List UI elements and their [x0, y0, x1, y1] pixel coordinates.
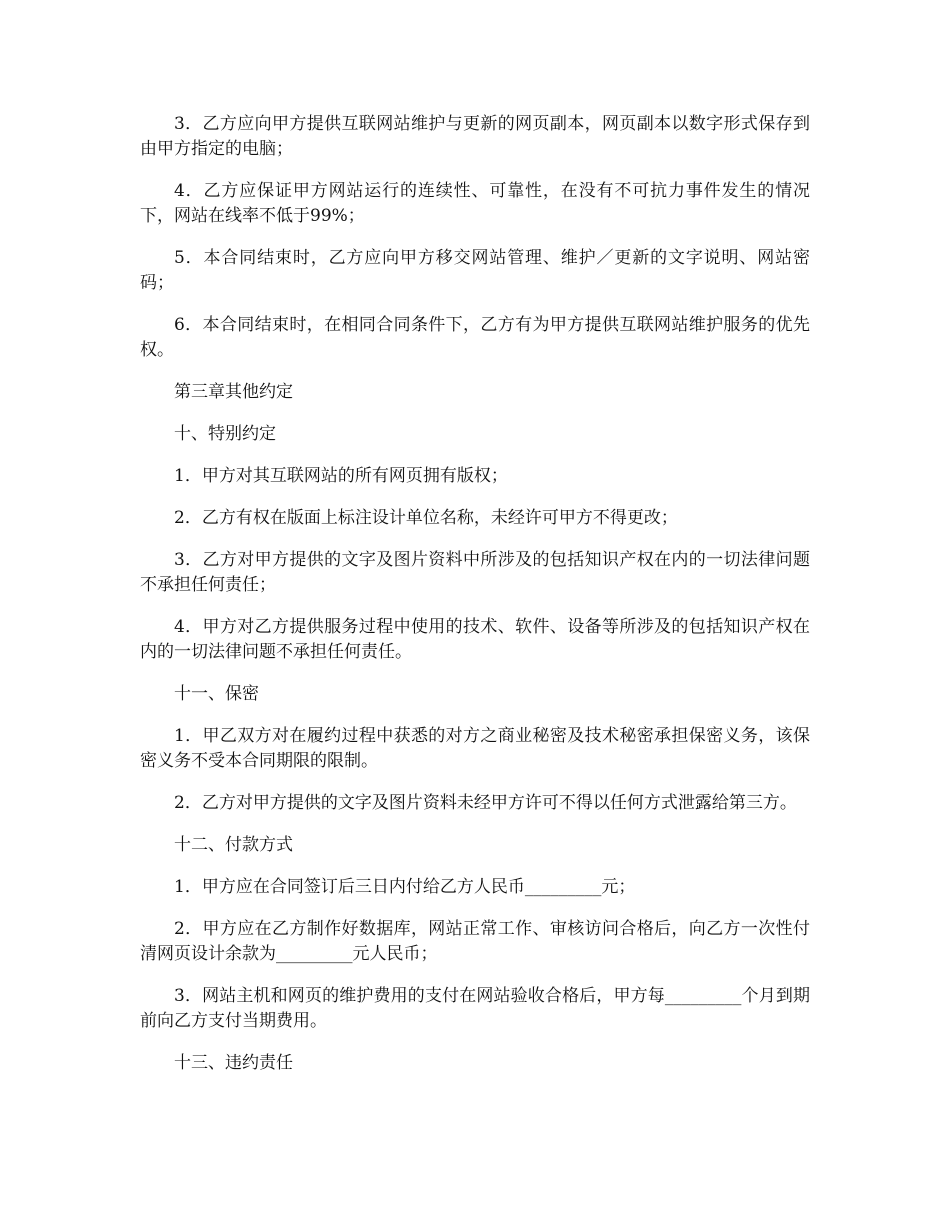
special-term-3: 3．乙方对甲方提供的文字及图片资料中所涉及的包括知识产权在内的一切法律问题不承担任何责任； — [140, 550, 810, 595]
clause-4-uptime: 4．乙方应保证甲方网站运行的连续性、可靠性，在没有不可抗力事件发生的情况下，网站在线率不低于99%； — [140, 181, 810, 226]
special-term-1: 1．甲方对其互联网站的所有网页拥有版权； — [174, 466, 508, 486]
confidentiality-2: 2．乙方对甲方提供的文字及图片资料未经甲方许可不得以任何方式泄露给第三方。 — [174, 793, 797, 813]
document-body — [140, 112, 810, 1093]
section-heading-special-terms: 十、特别约定 — [174, 424, 276, 444]
payment-2: 2．甲方应在乙方制作好数据库，网站正常工作、审核访问合格后，向乙方一次性付清网页设计余款为_________元人民币； — [140, 919, 810, 964]
clause-6-priority: 6．本合同结束时，在相同合同条件下，乙方有为甲方提供互联网站维护服务的优先权。 — [140, 315, 810, 360]
section-heading-liability: 十三、违约责任 — [174, 1053, 293, 1073]
clause-5-handover: 5．本合同结束时，乙方应向甲方移交网站管理、维护／更新的文字说明、网站密码； — [140, 248, 810, 293]
chapter-heading: 第三章其他约定 — [174, 382, 293, 402]
payment-1: 1．甲方应在合同签订后三日内付给乙方人民币_________元； — [174, 877, 636, 897]
payment-3: 3．网站主机和网页的维护费用的支付在网站验收合格后，甲方每_________个月到期前向乙方支付当期费用。 — [140, 986, 810, 1031]
section-heading-payment: 十二、付款方式 — [174, 835, 293, 855]
clause-3-webpage-copies: 3．乙方应向甲方提供互联网站维护与更新的网页副本，网页副本以数字形式保存到由甲方指定的电脑； — [140, 114, 810, 159]
special-term-4: 4．甲方对乙方提供服务过程中使用的技术、软件、设备等所涉及的包括知识产权在内的一切法律问题不承担任何责任。 — [140, 617, 810, 662]
special-term-2: 2．乙方有权在版面上标注设计单位名称，未经许可甲方不得更改； — [174, 508, 678, 528]
section-heading-confidentiality: 十一、保密 — [174, 684, 259, 704]
confidentiality-1: 1．甲乙双方对在履约过程中获悉的对方之商业秘密及技术秘密承担保密义务，该保密义务不受本合同期限的限制。 — [140, 726, 810, 771]
